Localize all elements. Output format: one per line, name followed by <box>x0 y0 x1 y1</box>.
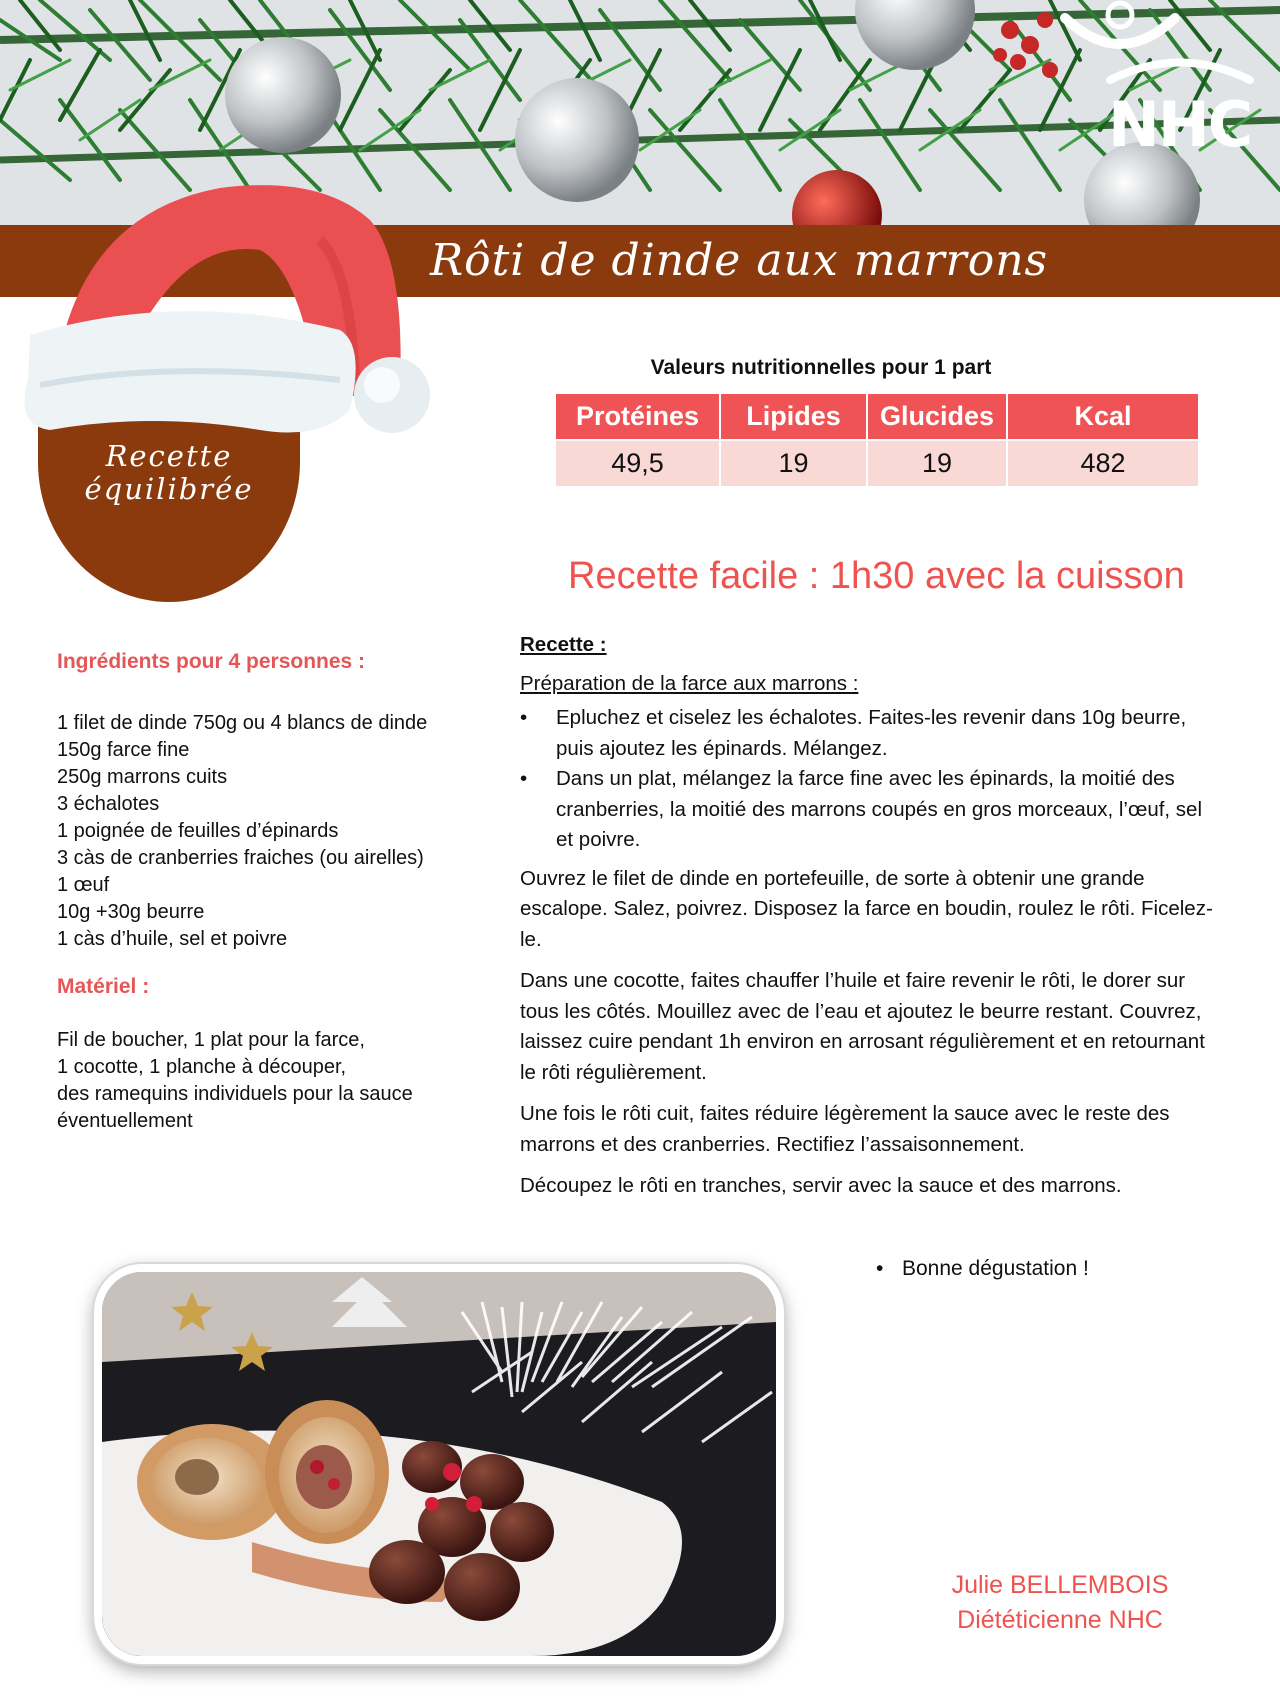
recipe-step: Une fois le rôti cuit, faites réduire légèrement la sauce avec le reste des marrons et des cranberries. Rectifiez l’assaisonnement. <box>520 1102 1170 1156</box>
badge-line-1: Recette <box>105 439 233 473</box>
materiel-text <box>57 1027 477 1135</box>
value-lipides: 19 <box>720 440 867 486</box>
header-proteines: Protéines <box>556 394 720 440</box>
santa-hat-icon <box>20 180 440 480</box>
header-kcal: Kcal <box>1007 394 1198 440</box>
list-item: 150g farce fine <box>57 739 190 761</box>
list-item: 1 poignée de feuilles d’épinards <box>57 820 339 842</box>
closing-note: • Bonne dégustation ! <box>902 1257 1089 1281</box>
difficulty-heading: Recette facile : 1h30 avec la cuisson <box>568 555 1185 597</box>
materiel-line: éventuellement <box>57 1110 193 1132</box>
list-item: 3 échalotes <box>57 793 160 815</box>
dish-photo <box>94 1264 784 1664</box>
nutrition-header-row <box>556 394 1198 440</box>
page-title: Rôti de dinde aux marrons <box>430 235 1049 286</box>
signature <box>900 1568 1220 1638</box>
materiel-line: 1 cocotte, 1 planche à découper, <box>57 1056 347 1078</box>
nutrition-table <box>556 394 1198 486</box>
materiel-line: des ramequins individuels pour la sauce <box>57 1083 413 1105</box>
nutrition-caption: Valeurs nutritionnelles pour 1 part <box>650 356 992 379</box>
list-item: 3 càs de cranberries fraiches (ou airelles) <box>57 847 424 869</box>
recipe-step: Dans une cocotte, faites chauffer l’huile et faire revenir le rôti, le dorer sur tous les côtés. Mouillez avec de l’eau et ajoutez le beurre restant. Couvrez, laissez cuire pendant 1h environ en arrosant régulièrement et en retournant le rôti régulièrement. <box>520 969 1205 1084</box>
ingredients-section <box>57 650 477 1135</box>
list-item: 1 filet de dinde 750g ou 4 blancs de dinde <box>57 712 428 734</box>
recipe-step: Ouvrez le filet de dinde en portefeuille, de sorte à obtenir une grande escalope. Salez, poivrez. Disposez la farce en boudin, roulez le rôti. Ficelez-le. <box>520 866 1213 951</box>
nutrition-value-row <box>556 440 1198 486</box>
list-item: 10g +30g beurre <box>57 901 205 923</box>
header-lipides: Lipides <box>720 394 867 440</box>
recipe-step: Découpez le rôti en tranches, servir avec la sauce et des marrons. <box>520 1174 1122 1197</box>
badge-line-2: équilibrée <box>84 472 254 506</box>
logo-text: NHC <box>1108 88 1252 161</box>
recipe-section <box>520 630 1220 1213</box>
list-item: • Dans un plat, mélangez la farce fine avec les épinards, la moitié des cranberries, la moitié des marrons coupés en gros morceaux, l’œuf, sel et poivre. <box>520 764 1220 856</box>
value-kcal: 482 <box>1007 440 1198 486</box>
list-item: 250g marrons cuits <box>57 766 228 788</box>
recipe-subheading: Préparation de la farce aux marrons : <box>520 671 859 695</box>
list-item: 1 càs d’huile, sel et poivre <box>57 928 288 950</box>
value-glucides: 19 <box>867 440 1007 486</box>
materiel-heading: Matériel : <box>57 975 150 998</box>
list-item: 1 œuf <box>57 874 110 896</box>
ingredients-list <box>57 710 477 953</box>
ingredients-heading: Ingrédients pour 4 personnes : <box>57 650 366 673</box>
farce-steps-list <box>520 703 1220 856</box>
badge-label <box>38 440 300 506</box>
recipe-heading: Recette : <box>520 633 607 656</box>
roast-dish-image <box>102 1272 776 1656</box>
author-name: Julie BELLEMBOIS <box>951 1571 1169 1599</box>
header-glucides: Glucides <box>867 394 1007 440</box>
author-role: Diététicienne NHC <box>957 1606 1163 1634</box>
materiel-line: Fil de boucher, 1 plat pour la farce, <box>57 1029 365 1051</box>
list-item: • Epluchez et ciselez les échalotes. Faites-les revenir dans 10g beurre, puis ajoutez les épinards. Mélangez. <box>520 703 1220 764</box>
value-proteines: 49,5 <box>556 440 720 486</box>
